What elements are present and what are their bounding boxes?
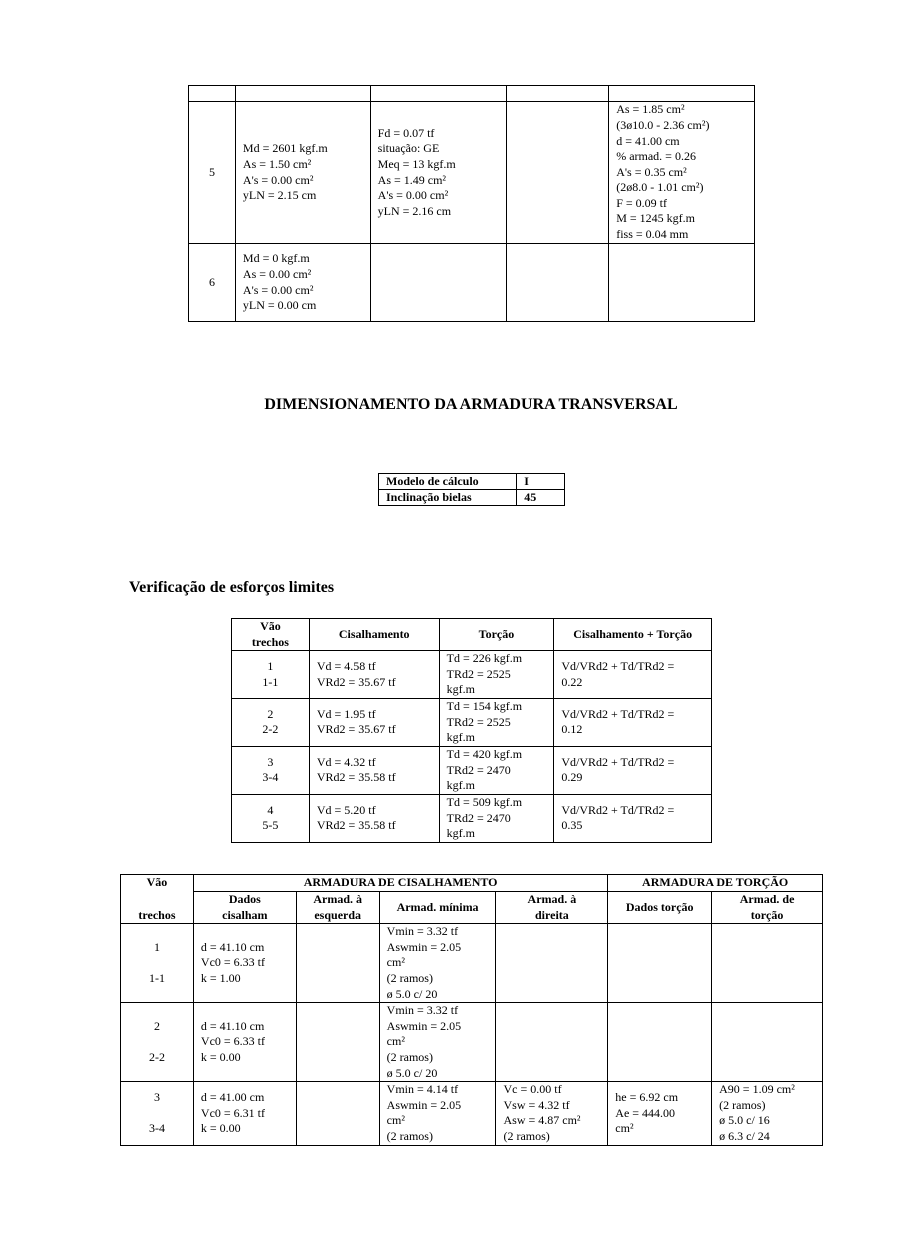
cell-torsion-data [608, 924, 712, 1003]
stirrup-table [120, 874, 823, 1146]
calc-model-table [378, 473, 565, 506]
cell-torsion-data [608, 1003, 712, 1082]
header-min-reinf: Armad. mínima [379, 892, 496, 924]
header-trechos: trechos [121, 892, 194, 924]
table-row [189, 244, 755, 322]
header-shear-group: ARMADURA DE CISALHAMENTO [193, 875, 607, 892]
cell-reinforcement [609, 244, 755, 322]
table-row [121, 1003, 823, 1082]
cell-moment: Md = 0 kgf.m As = 0.00 cm² A's = 0.00 cm² yLN = 0.00 cm [235, 244, 370, 322]
cell-vao: 1 1-1 [232, 651, 310, 699]
cell-reinforcement: As = 1.85 cm² (3ø10.0 - 2.36 cm²) d = 41.00 cm % armad. = 0.26 A's = 0.35 cm² (2ø8.0 - 1.01 cm²) F = 0.09 tf M = 1245 kgf.m fiss = 0.04 mm [609, 102, 755, 244]
header-torsion-group: ARMADURA DE TORÇÃO [608, 875, 823, 892]
header-shear: Cisalhamento [309, 619, 439, 651]
cell-flexo-compression [370, 244, 507, 322]
cell-torsion: Td = 154 kgf.m TRd2 = 2525 kgf.m [439, 698, 554, 746]
cell-shear-data: d = 41.10 cm Vc0 = 6.33 tf k = 1.00 [193, 924, 296, 1003]
cell-left-reinf [296, 924, 379, 1003]
limits-table [231, 618, 712, 843]
cell-combined: Vd/VRd2 + Td/TRd2 = 0.29 [554, 746, 712, 794]
table-row [121, 1082, 823, 1145]
section-title: DIMENSIONAMENTO DA ARMADURA TRANSVERSAL [264, 396, 678, 413]
cell-min-reinf: Vmin = 3.32 tf Aswmin = 2.05 cm² (2 ramos) ø 5.0 c/ 20 [379, 924, 496, 1003]
cell-vao: 4 5-5 [232, 794, 310, 842]
cell-torsion-data: he = 6.92 cm Ae = 444.00 cm² [608, 1082, 712, 1145]
table-row [232, 746, 712, 794]
header-torsion-data: Dados torção [608, 892, 712, 924]
cell-vao: 1 1-1 [121, 924, 194, 1003]
cell-torsion-reinf: A90 = 1.09 cm² (2 ramos) ø 5.0 c/ 16 ø 6.3 c/ 24 [712, 1082, 823, 1145]
cell-left-reinf [296, 1082, 379, 1145]
cell-combined: Vd/VRd2 + Td/TRd2 = 0.22 [554, 651, 712, 699]
cell-min-reinf: Vmin = 3.32 tf Aswmin = 2.05 cm² (2 ramos) ø 5.0 c/ 20 [379, 1003, 496, 1082]
cell-vao: 2 2-2 [121, 1003, 194, 1082]
header-shear-data: Dados cisalham [193, 892, 296, 924]
header-left-reinf: Armad. à esquerda [296, 892, 379, 924]
row-number: 5 [189, 102, 236, 244]
cell-vao: 3 3-4 [121, 1082, 194, 1145]
inclination-label: Inclinação bielas [379, 490, 517, 506]
cell-left-reinf [296, 1003, 379, 1082]
cell-right-reinf: Vc = 0.00 tf Vsw = 4.32 tf Asw = 4.87 cm² (2 ramos) [496, 1082, 608, 1145]
header-torsion-reinf: Armad. de torção [712, 892, 823, 924]
cell-right-reinf [496, 924, 608, 1003]
cell-shear: Vd = 4.32 tf VRd2 = 35.58 tf [309, 746, 439, 794]
header-combined: Cisalhamento + Torção [554, 619, 712, 651]
cell-empty [507, 102, 609, 244]
cell-shear-data: d = 41.10 cm Vc0 = 6.33 tf k = 0.00 [193, 1003, 296, 1082]
cell-empty [507, 244, 609, 322]
cell-shear: Vd = 1.95 tf VRd2 = 35.67 tf [309, 698, 439, 746]
cell-right-reinf [496, 1003, 608, 1082]
cell-torsion-reinf [712, 1003, 823, 1082]
limits-title: Verificação de esforços limites [129, 579, 335, 596]
inclination-value: 45 [517, 490, 565, 506]
cell-shear: Vd = 4.58 tf VRd2 = 35.67 tf [309, 651, 439, 699]
cell-torsion: Td = 226 kgf.m TRd2 = 2525 kgf.m [439, 651, 554, 699]
table-header-row [121, 892, 823, 924]
cell-shear-data: d = 41.00 cm Vc0 = 6.31 tf k = 0.00 [193, 1082, 296, 1145]
table-row [232, 794, 712, 842]
cell-vao: 2 2-2 [232, 698, 310, 746]
table-header-row [189, 86, 755, 102]
model-value: I [517, 474, 565, 490]
header-vao: Vão [121, 875, 194, 892]
cell-combined: Vd/VRd2 + Td/TRd2 = 0.35 [554, 794, 712, 842]
model-label: Modelo de cálculo [379, 474, 517, 490]
table-row [232, 651, 712, 699]
header-torsion: Torção [439, 619, 554, 651]
table-header-row [121, 875, 823, 892]
cell-torsion-reinf [712, 924, 823, 1003]
table-row [121, 924, 823, 1003]
cell-shear: Vd = 5.20 tf VRd2 = 35.58 tf [309, 794, 439, 842]
cell-vao: 3 3-4 [232, 746, 310, 794]
header-vao: Vão trechos [232, 619, 310, 651]
table-header-row [232, 619, 712, 651]
table-row [379, 490, 565, 506]
header-right-reinf: Armad. à direita [496, 892, 608, 924]
cell-moment: Md = 2601 kgf.m As = 1.50 cm² A's = 0.00 cm² yLN = 2.15 cm [235, 102, 370, 244]
table-row [232, 698, 712, 746]
row-number: 6 [189, 244, 236, 322]
cell-combined: Vd/VRd2 + Td/TRd2 = 0.12 [554, 698, 712, 746]
cell-min-reinf: Vmin = 4.14 tf Aswmin = 2.05 cm² (2 ramos) [379, 1082, 496, 1145]
cell-flexo-compression: Fd = 0.07 tf situação: GE Meq = 13 kgf.m As = 1.49 cm² A's = 0.00 cm² yLN = 2.16 cm [370, 102, 507, 244]
cell-torsion: Td = 420 kgf.m TRd2 = 2470 kgf.m [439, 746, 554, 794]
cell-torsion: Td = 509 kgf.m TRd2 = 2470 kgf.m [439, 794, 554, 842]
table-row [379, 474, 565, 490]
table-row [189, 102, 755, 244]
flexure-table [188, 85, 755, 322]
